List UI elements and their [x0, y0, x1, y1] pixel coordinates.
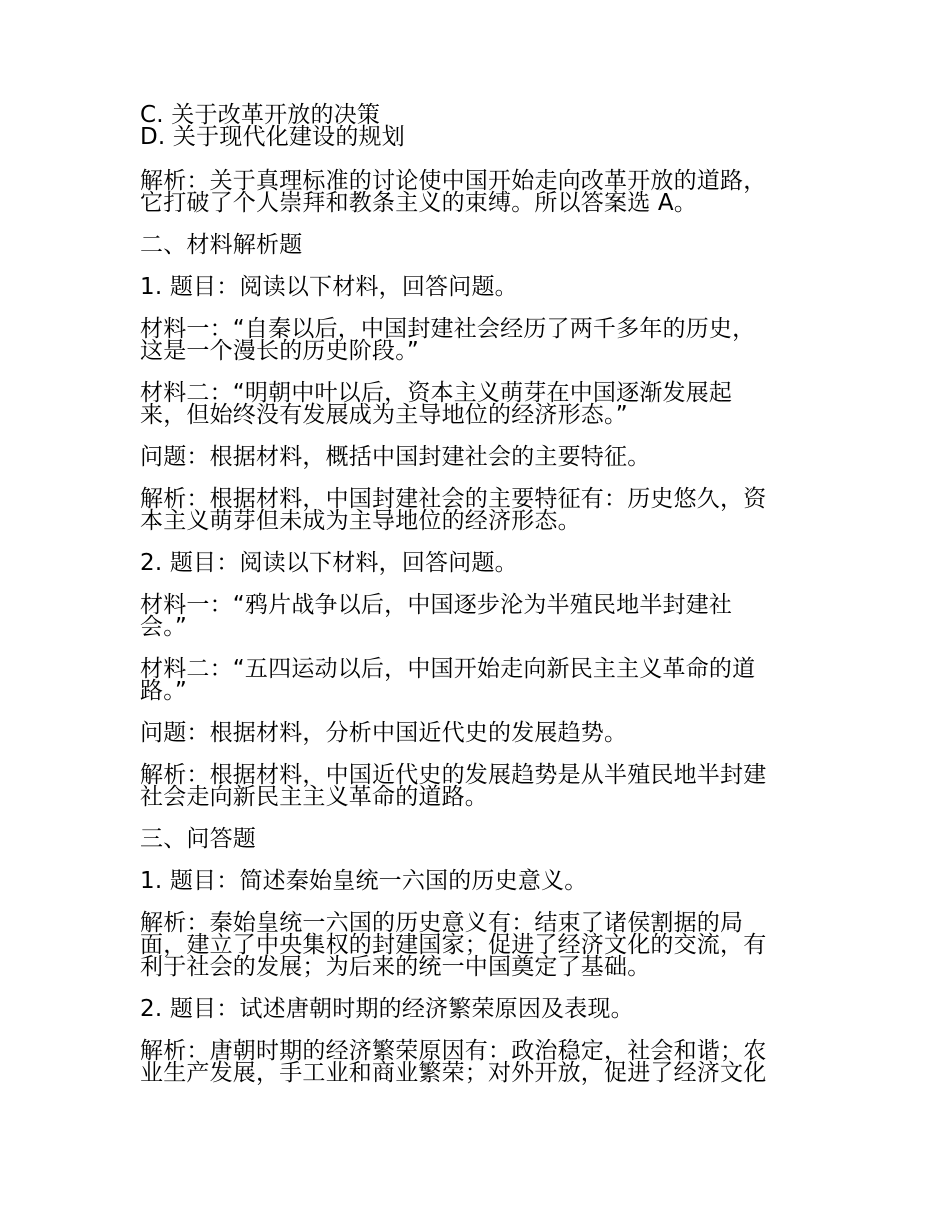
- answer-options: [140, 104, 815, 148]
- s2-q1-question: [140, 446, 815, 468]
- option-d: D. 关于现代化建设的规划: [140, 124, 405, 150]
- material-line: 材料二：“五四运动以后，中国开始走向新民主主义革命的道: [140, 656, 756, 682]
- material-line: 这是一个漫长的历史阶段。”: [140, 338, 420, 364]
- explanation-line: 解析：根据材料，中国近代史的发展趋势是从半殖民地半封建: [140, 762, 767, 788]
- s2-q1-material2: [140, 382, 815, 426]
- mc-explanation-line: 解析：关于真理标准的讨论使中国开始走向改革开放的道路，: [140, 168, 767, 194]
- s2-q1-title: [140, 276, 815, 298]
- s2-q2-explanation: [140, 764, 815, 808]
- explanation-line: 解析：秦始皇统一六国的历史意义有：结束了诸侯割据的局: [140, 910, 744, 936]
- s2-q2-title: [140, 552, 815, 574]
- section3-heading: [140, 828, 815, 850]
- s2-q2-material1: [140, 594, 815, 638]
- question-title: 1. 题目：阅读以下材料，回答问题。: [140, 274, 518, 300]
- mc-explanation: [140, 170, 815, 214]
- option-c: C. 关于改革开放的决策: [140, 102, 381, 128]
- s2-q1-material1: [140, 318, 815, 362]
- s3-q2-title: [140, 998, 815, 1020]
- explanation-line: 本主义萌芽但未成为主导地位的经济形态。: [140, 508, 581, 534]
- question-text: 问题：根据材料，分析中国近代史的发展趋势。: [140, 720, 628, 746]
- material-line: 来，但始终没有发展成为主导地位的经济形态。”: [140, 402, 628, 428]
- explanation-line: 利于社会的发展；为后来的统一中国奠定了基础。: [140, 954, 651, 980]
- s2-q1-explanation: [140, 488, 815, 532]
- explanation-line: 解析：根据材料，中国封建社会的主要特征有：历史悠久，资: [140, 486, 767, 512]
- section-heading: 三、问答题: [140, 826, 256, 852]
- material-line: 材料一：“鸦片战争以后，中国逐步沦为半殖民地半封建社: [140, 592, 733, 618]
- s2-q2-material2: [140, 658, 815, 702]
- material-line: 材料二：“明朝中叶以后，资本主义萌芽在中国逐渐发展起: [140, 380, 733, 406]
- explanation-line: 面，建立了中央集权的封建国家；促进了经济文化的交流，有: [140, 932, 767, 958]
- question-title: 2. 题目：试述唐朝时期的经济繁荣原因及表现。: [140, 996, 634, 1022]
- explanation-line: 社会走向新民主主义革命的道路。: [140, 784, 488, 810]
- section2-heading: [140, 234, 815, 256]
- material-line: 材料一：“自秦以后，中国封建社会经历了两千多年的历史，: [140, 316, 756, 342]
- explanation-line: 业生产发展，手工业和商业繁荣；对外开放，促进了经济文化: [140, 1060, 767, 1086]
- s3-q2-explanation: [140, 1040, 815, 1084]
- material-line: 路。”: [140, 678, 188, 704]
- mc-explanation-line: 它打破了个人崇拜和教条主义的束缚。所以答案选 A。: [140, 190, 698, 216]
- question-title: 1. 题目：简述秦始皇统一六国的历史意义。: [140, 868, 588, 894]
- s2-q2-question: [140, 722, 815, 744]
- question-title: 2. 题目：阅读以下材料，回答问题。: [140, 550, 518, 576]
- s3-q1-title: [140, 870, 815, 892]
- question-text: 问题：根据材料，概括中国封建社会的主要特征。: [140, 444, 651, 470]
- s3-q1-explanation: [140, 912, 815, 978]
- explanation-line: 解析：唐朝时期的经济繁荣原因有：政治稳定，社会和谐；农: [140, 1038, 767, 1064]
- section-heading: 二、材料解析题: [140, 232, 303, 258]
- material-line: 会。”: [140, 614, 188, 640]
- document-page: [140, 104, 815, 1084]
